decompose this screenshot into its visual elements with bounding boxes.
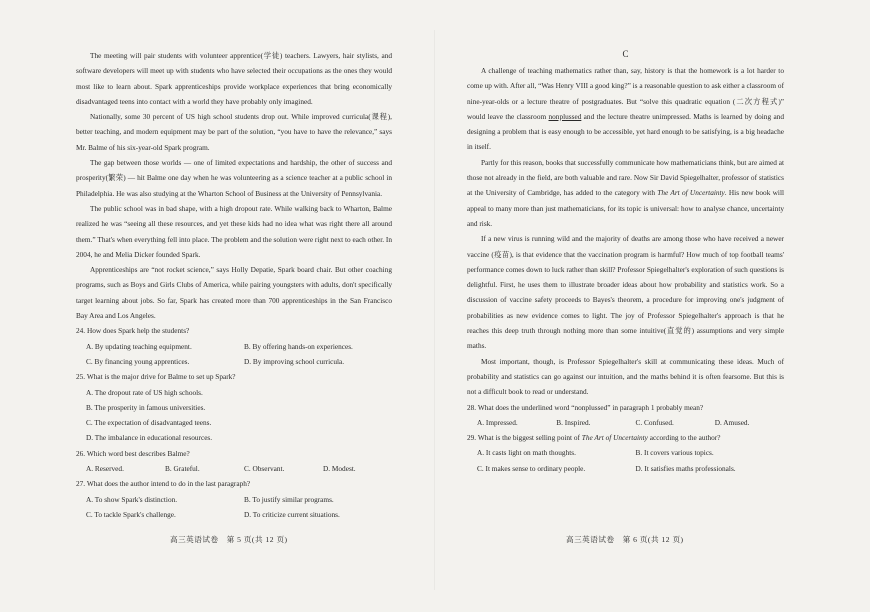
option: D. By improving school curricula.	[244, 356, 345, 366]
question-24-options	[76, 339, 392, 370]
text: . His new book will appeal to many more than just mathematicians, for its topic is universal: how to analyse chance, uncertainty and risk.	[467, 188, 784, 228]
option: C. It makes sense to ordinary people.	[477, 463, 586, 473]
option: D. Modest.	[323, 464, 356, 474]
question-24: 24. How does Spark help the students?	[76, 326, 190, 336]
option: C. By financing young apprentices.	[86, 356, 190, 366]
paragraph: Nationally, some 30 percent of US high school students drop out. While improved curricula(课程), better teaching, and modern equipment may be part of the solution, “you have to have the relevance,” says Mr. Balme of his six-year-old Spark program.	[76, 112, 392, 152]
question-29-options	[467, 445, 784, 476]
page-footer-left: 高三英语试卷 第 5 页(共 12 页)	[170, 535, 288, 544]
option: A. The dropout rate of US high schools.	[86, 387, 203, 397]
option: A. By updating teaching equipment.	[86, 341, 192, 351]
book-title: The Art of Uncertainty	[657, 188, 725, 198]
option: D. It satisfies maths professionals.	[635, 463, 736, 473]
left-column	[76, 48, 392, 522]
option: A. To show Spark's distinction.	[86, 494, 178, 504]
option: A. Impressed.	[477, 417, 518, 427]
text: 29. What is the biggest selling point of	[467, 433, 582, 443]
option: C. The expectation of disadvantaged teens.	[86, 418, 212, 428]
paragraph: The gap between those worlds — one of limited expectations and hardship, the other of success and prosperity(繁荣) — hit Balme one day when he was volunteering as a science teacher at a public school in Philadelphia. He was also studying at the Wharton School of Business at the University of Pennsylvania.	[76, 158, 392, 198]
question-26-options	[76, 461, 392, 476]
question-27: 27. What does the author intend to do in the last paragraph?	[76, 479, 251, 489]
paragraph: The meeting will pair students with volunteer apprentice(学徒) teachers. Lawyers, hair stylists, and software developers will meet up with students who have selected their occupations as the ones they would most like to learn about. Spark apprenticeships provide workplace experiences that bring economically disadvantaged teens into contact with a world they have probably only imagined.	[76, 51, 392, 106]
question-25: 25. What is the major drive for Balme to set up Spark?	[76, 372, 236, 382]
option: B. It covers various topics.	[635, 448, 714, 458]
option: B. Grateful.	[165, 464, 200, 474]
page-fold	[434, 30, 435, 590]
paragraph	[467, 155, 784, 231]
paragraph: The public school was in bad shape, with a high dropout rate. While walking back to Wharton, Balme realized he was “seeing all these resources, and yet these kids had no idea what was right there all around them.” That's when everything fell into place. The problem and the solution were right next to each other. In 2004, he and Melia Dicker founded Spark.	[76, 203, 392, 259]
option: D. Amused.	[714, 417, 750, 427]
option: B. By offering hands-on experiences.	[244, 341, 353, 351]
paragraph: Most important, though, is Professor Spiegelhalter's skill at communicating these ideas. Much of probability and statistics can go against our intuition, and the maths behind it is often fearsome. But this is not a difficult book to read or understand.	[467, 356, 784, 397]
question-28-options	[467, 415, 784, 430]
option: C. Observant.	[244, 464, 285, 474]
text: Partly for this reason, books that successfully communicate how mathematicians think, but are aimed at those not already in the field, are both valuable and rare. Now Sir David Spiegelhalter, professor of statistics at the University of Cambridge, has added to the category with	[467, 157, 784, 198]
option: B. To justify similar programs.	[244, 494, 334, 504]
section-heading: C	[622, 49, 629, 59]
option: D. The imbalance in educational resources.	[86, 433, 213, 443]
underlined-word: nonplussed	[548, 111, 582, 121]
question-29	[467, 430, 784, 445]
text: and the lecture theatre unimpressed. Maths is learned by doing and designing a problem that is easy enough to be accessible, yet hard enough to be satisfying, is a big headache in itself.	[467, 111, 784, 152]
question-27-options	[76, 492, 392, 523]
option: C. Confused.	[635, 417, 674, 427]
option: B. Inspired.	[556, 417, 591, 427]
paragraph: Apprenticeships are “not rocket science,” says Holly Depatie, Spark board chair. But other coaching programs, such as Boys and Girls Clubs of America, while pairing youngsters with adults, don't specifically target learning about jobs. So far, Spark has created more than 700 apprenticeships in the San Francisco Bay Area and Los Angeles.	[76, 265, 392, 321]
text: according to the author?	[647, 433, 721, 443]
option: C. To tackle Spark's challenge.	[86, 509, 176, 519]
question-28: 28. What does the underlined word “nonplussed” in paragraph 1 probably mean?	[467, 402, 704, 412]
page-footer-right: 高三英语试卷 第 6 页(共 12 页)	[566, 535, 684, 544]
right-column	[467, 48, 784, 476]
option: A. Reserved.	[86, 464, 124, 474]
text: A challenge of teaching mathematics rather than, say, history is that the homework is a lot harder to come up with. After all, “Was Henry VIII a good king?” is a reasonable question to ask either a classroom of nine-year-olds or a lecture theatre of postgraduates. But “solve this quadratic equation (二次方程式)” would leave the classroom	[467, 66, 785, 121]
question-26: 26. Which word best describes Balme?	[76, 448, 190, 458]
paragraph: If a new virus is running wild and the majority of deaths are among those who have received a newer vaccine (疫苗), is that evidence that the vaccination program is harmful? How much of top football teams' performance comes down to luck rather than skill? Professor Spiegelhalter's exploration of such questions is delightful. First, he uses them to illustrate broader ideas about how probability and statistics work. So a discussion of vaccine safety proceeds to Bayes's theorem, a procedure for improving one's judgment of probabilities as new evidence comes to light. The joy of Professor Spiegelhalter's approach is that he reaches this deep truth through nothing more than some intuitive(直觉的) assumptions and very simple maths.	[467, 234, 784, 351]
option: D. To criticize current situations.	[244, 509, 340, 519]
option: A. It casts light on math thoughts.	[477, 448, 576, 458]
paragraph	[467, 63, 784, 155]
option: B. The prosperity in famous universities.	[86, 402, 206, 412]
book-title: The Art of Uncertainty	[581, 433, 648, 443]
